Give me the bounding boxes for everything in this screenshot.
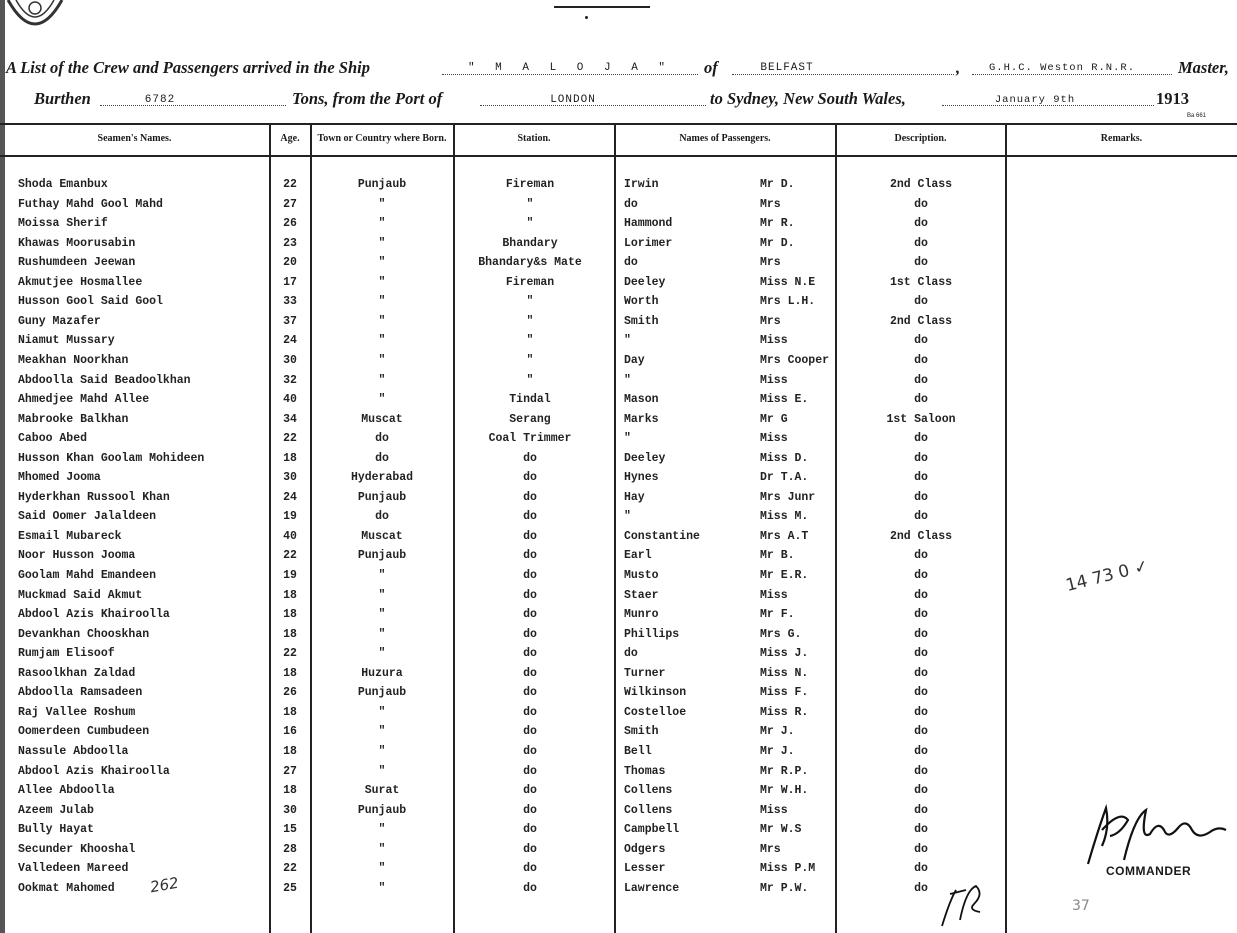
passenger-class: do	[914, 549, 928, 562]
seaman-station: Serang	[509, 413, 551, 426]
passenger-title: Miss R.	[760, 706, 809, 719]
page-number: 37	[1072, 898, 1090, 914]
seaman-age: 27	[283, 198, 297, 211]
burthen-value: 6782	[144, 94, 176, 106]
passenger-surname: Lorimer	[624, 237, 673, 250]
seaman-station: do	[523, 647, 537, 660]
passenger-class: do	[914, 843, 928, 856]
commander-label: COMMANDER	[1106, 864, 1192, 878]
passenger-title: Mr G	[760, 413, 788, 426]
seaman-age: 37	[283, 315, 297, 328]
seaman-age: 30	[283, 471, 297, 484]
passenger-surname: Lesser	[624, 862, 666, 875]
passenger-class: do	[914, 725, 928, 738]
margin-number: 262	[148, 873, 180, 897]
passenger-surname: Hynes	[624, 471, 659, 484]
passenger-title: Miss N.E	[760, 276, 816, 289]
passenger-title: Miss	[760, 334, 788, 347]
passenger-surname: Thomas	[624, 765, 666, 778]
master-name: G.H.C. Weston R.N.R.	[988, 62, 1136, 74]
passenger-surname: Earl	[624, 549, 652, 562]
seaman-birthplace: Punjaub	[357, 804, 407, 817]
passenger-surname: do	[624, 647, 638, 660]
passenger-title: Mr E.R.	[760, 569, 809, 582]
passenger-surname: Hammond	[624, 217, 673, 230]
col-header-description: Description.	[894, 133, 947, 144]
passenger-title: Mrs Cooper	[760, 354, 830, 367]
passenger-title: Mr W.S	[760, 823, 802, 836]
seaman-name: Esmail Mubareck	[18, 530, 122, 543]
col-header-age: Age.	[280, 133, 300, 144]
seaman-birthplace: "	[378, 217, 386, 230]
arrival-date: January 9th	[994, 94, 1076, 106]
seaman-age: 33	[283, 295, 297, 308]
seaman-age: 24	[283, 334, 297, 347]
seaman-station: do	[523, 804, 537, 817]
passenger-title: Mrs	[760, 256, 781, 269]
passenger-title: Miss	[760, 432, 788, 445]
seaman-name: Niamut Mussary	[18, 334, 115, 347]
master-label: Master,	[1178, 58, 1229, 77]
form-code: Ba 661	[1187, 113, 1207, 119]
passenger-class: do	[914, 823, 928, 836]
passenger-title: Mr J.	[760, 745, 795, 758]
passenger-surname: Collens	[624, 784, 673, 797]
seaman-birthplace: Punjaub	[357, 178, 407, 191]
passenger-title: Miss	[760, 804, 788, 817]
passenger-class: do	[914, 862, 928, 875]
seaman-age: 22	[283, 647, 297, 660]
passenger-class: do	[914, 491, 928, 504]
tons-from-port-label: Tons, from the Port of	[292, 89, 443, 108]
passenger-surname: Turner	[624, 667, 666, 680]
passenger-class: 2nd Class	[889, 315, 953, 328]
passenger-title: Mrs A.T	[760, 530, 809, 543]
passenger-title: Miss J.	[760, 647, 809, 660]
seaman-age: 20	[283, 256, 297, 269]
seaman-station: do	[523, 882, 537, 895]
passenger-title: Dr T.A.	[760, 471, 809, 484]
passenger-title: Miss P.M	[760, 862, 816, 875]
passenger-class: do	[914, 765, 928, 778]
passenger-title: Mr R.	[760, 217, 795, 230]
seaman-station: do	[523, 765, 537, 778]
seaman-birthplace: Huzura	[361, 667, 403, 680]
seaman-station: do	[523, 843, 537, 856]
passenger-title: Mrs	[760, 198, 781, 211]
passenger-surname: Hay	[624, 491, 645, 504]
passenger-class: do	[914, 804, 928, 817]
seaman-name: Ookmat Mahomed	[18, 882, 115, 895]
passenger-surname: "	[624, 510, 631, 523]
passenger-surname: do	[624, 198, 638, 211]
passenger-class: do	[914, 569, 928, 582]
passenger-class: do	[914, 217, 928, 230]
seaman-age: 22	[283, 432, 297, 445]
passenger-title: Miss	[760, 589, 788, 602]
seaman-station: do	[523, 784, 537, 797]
seaman-name: Allee Abdoolla	[18, 784, 115, 797]
seaman-station: do	[523, 686, 537, 699]
seaman-station: do	[523, 549, 537, 562]
seaman-station: "	[526, 334, 534, 347]
seaman-name: Valledeen Mareed	[18, 862, 129, 875]
passenger-surname: Collens	[624, 804, 673, 817]
handwritten-remark: 14 73 0 ✓	[1063, 556, 1151, 596]
seaman-station: Bhandary	[502, 237, 558, 250]
seaman-name: Husson Gool Said Gool	[18, 295, 163, 308]
passenger-surname: "	[624, 334, 631, 347]
seaman-age: 22	[283, 549, 297, 562]
seaman-station: do	[523, 491, 537, 504]
seaman-name: Rushumdeen Jeewan	[18, 256, 136, 269]
passenger-title: Mr R.P.	[760, 765, 809, 778]
seaman-birthplace: "	[378, 843, 386, 856]
seaman-age: 32	[283, 374, 297, 387]
seaman-name: Futhay Mahd Gool Mahd	[18, 198, 163, 211]
seaman-station: "	[526, 315, 534, 328]
seaman-name: Mabrooke Balkhan	[18, 413, 129, 426]
seaman-name: Devankhan Chooskhan	[18, 628, 150, 641]
seaman-age: 30	[283, 804, 297, 817]
passenger-surname: Constantine	[624, 530, 700, 543]
passenger-title: Mr W.H.	[760, 784, 809, 797]
passenger-class: do	[914, 589, 928, 602]
seaman-age: 40	[283, 393, 297, 406]
seaman-name: Guny Mazafer	[18, 315, 101, 328]
seaman-age: 19	[283, 510, 297, 523]
seaman-station: do	[523, 452, 537, 465]
seaman-age: 18	[283, 706, 297, 719]
seaman-age: 18	[283, 628, 297, 641]
seaman-name: Azeem Julab	[18, 804, 94, 817]
seaman-birthplace: "	[378, 725, 386, 738]
commander-signature	[1080, 800, 1230, 870]
seaman-station: "	[526, 354, 534, 367]
seaman-name: Shoda Emanbux	[18, 178, 108, 191]
seaman-age: 16	[283, 725, 297, 738]
passenger-title: Mr D.	[760, 237, 795, 250]
col-header-station: Station.	[517, 133, 551, 144]
seaman-name: Abdoolla Ramsadeen	[18, 686, 143, 699]
seaman-birthplace: do	[375, 432, 389, 445]
seaman-birthplace: Surat	[364, 784, 400, 797]
seaman-age: 34	[283, 413, 297, 426]
passenger-class: 1st Class	[889, 276, 953, 289]
passenger-surname: "	[624, 432, 631, 445]
registry-port-line	[732, 74, 954, 75]
seaman-birthplace: "	[378, 569, 386, 582]
seaman-birthplace: Punjaub	[357, 686, 407, 699]
passenger-surname: Smith	[624, 315, 659, 328]
seaman-birthplace: Muscat	[361, 413, 403, 426]
passenger-class: 2nd Class	[889, 530, 953, 543]
seaman-station: do	[523, 628, 537, 641]
seaman-age: 24	[283, 491, 297, 504]
passenger-class: do	[914, 452, 928, 465]
col-header-born: Town or Country where Born.	[317, 133, 447, 144]
handwritten-initials	[936, 880, 992, 930]
passenger-title: Miss E.	[760, 393, 809, 406]
passenger-surname: "	[624, 374, 631, 387]
passenger-title: Miss F.	[760, 686, 809, 699]
passenger-class: do	[914, 295, 928, 308]
seaman-name: Muckmad Said Akmut	[18, 589, 143, 602]
seaman-birthplace: "	[378, 295, 386, 308]
seaman-station: do	[523, 471, 537, 484]
seaman-birthplace: "	[378, 315, 386, 328]
port-of-registry: BELFAST	[760, 62, 814, 74]
seaman-name: Noor Husson Jooma	[18, 549, 136, 562]
seaman-birthplace: "	[378, 706, 386, 719]
seaman-age: 40	[283, 530, 297, 543]
seaman-name: Oomerdeen Cumbudeen	[18, 725, 150, 738]
passenger-class: do	[914, 510, 928, 523]
seaman-birthplace: "	[378, 198, 386, 211]
passenger-class: do	[914, 647, 928, 660]
of-label: of	[704, 58, 718, 77]
seaman-birthplace: "	[378, 823, 386, 836]
seaman-name: Rasoolkhan Zaldad	[18, 667, 136, 680]
passenger-title: Miss D.	[760, 452, 809, 465]
col-divider-5	[835, 123, 837, 933]
seaman-birthplace: Punjaub	[357, 491, 407, 504]
passenger-surname: Bell	[624, 745, 652, 758]
passenger-surname: Deeley	[624, 276, 666, 289]
seaman-birthplace: "	[378, 237, 386, 250]
seaman-station: do	[523, 706, 537, 719]
seaman-name: Abdoolla Said Beadoolkhan	[18, 374, 191, 387]
seaman-birthplace: "	[378, 608, 386, 621]
passenger-title: Miss M.	[760, 510, 809, 523]
passenger-surname: Campbell	[624, 823, 680, 836]
passenger-title: Mrs G.	[760, 628, 802, 641]
seaman-age: 27	[283, 765, 297, 778]
passenger-class: do	[914, 432, 928, 445]
passenger-title: Miss N.	[760, 667, 809, 680]
burthen-label: Burthen	[34, 89, 91, 108]
passenger-surname: Deeley	[624, 452, 666, 465]
seaman-station: do	[523, 589, 537, 602]
seaman-station: "	[526, 217, 534, 230]
seaman-birthplace: Punjaub	[357, 549, 407, 562]
seaman-birthplace: do	[375, 510, 389, 523]
seaman-birthplace: "	[378, 647, 386, 660]
col-header-passengers: Names of Passengers.	[679, 133, 771, 144]
seaman-age: 17	[283, 276, 297, 289]
seaman-age: 26	[283, 217, 297, 230]
passenger-class: do	[914, 237, 928, 250]
seaman-station: do	[523, 510, 537, 523]
seaman-station: do	[523, 725, 537, 738]
seaman-name: Hyderkhan Russool Khan	[18, 491, 170, 504]
passenger-class: 2nd Class	[889, 178, 953, 191]
ship-name-line	[442, 74, 698, 75]
passenger-surname: do	[624, 256, 638, 269]
seaman-station: Coal Trimmer	[488, 432, 572, 445]
seaman-name: Akmutjee Hosmallee	[18, 276, 143, 289]
passenger-surname: Wilkinson	[624, 686, 687, 699]
passenger-title: Mr D.	[760, 178, 795, 191]
destination-label: to Sydney, New South Wales,	[710, 89, 906, 108]
seaman-station: do	[523, 608, 537, 621]
seaman-name: Meakhan Noorkhan	[18, 354, 129, 367]
passenger-class: do	[914, 471, 928, 484]
seaman-birthplace: "	[378, 882, 386, 895]
passenger-title: Miss	[760, 374, 788, 387]
passenger-class: do	[914, 667, 928, 680]
passenger-class: do	[914, 706, 928, 719]
header-dot	[585, 16, 588, 19]
seaman-station: "	[526, 295, 534, 308]
passenger-surname: Musto	[624, 569, 659, 582]
col-header-seamen: Seamen's Names.	[97, 133, 172, 144]
seaman-name: Abdool Azis Khairoolla	[18, 608, 170, 621]
seaman-age: 18	[283, 667, 297, 680]
seaman-age: 18	[283, 784, 297, 797]
seaman-age: 19	[283, 569, 297, 582]
seaman-birthplace: "	[378, 628, 386, 641]
seaman-birthplace: "	[378, 589, 386, 602]
passenger-class: do	[914, 608, 928, 621]
passenger-class: do	[914, 882, 928, 895]
passenger-title: Mr P.W.	[760, 882, 809, 895]
seaman-age: 26	[283, 686, 297, 699]
passenger-surname: Staer	[624, 589, 659, 602]
seaman-name: Secunder Khooshal	[18, 843, 136, 856]
passenger-class: do	[914, 393, 928, 406]
seaman-age: 18	[283, 452, 297, 465]
passenger-class: do	[914, 628, 928, 641]
seaman-name: Goolam Mahd Emandeen	[18, 569, 157, 582]
seaman-birthplace: "	[378, 393, 386, 406]
passenger-surname: Worth	[624, 295, 659, 308]
table-header-rule	[0, 155, 1237, 157]
seaman-name: Moissa Sherif	[18, 217, 108, 230]
header-title-prefix: A List of the Crew and Passengers arrived in the Ship	[6, 58, 370, 77]
passenger-surname: Odgers	[624, 843, 666, 856]
passenger-title: Mr F.	[760, 608, 795, 621]
passenger-class: 1st Saloon	[886, 413, 956, 426]
seaman-station: Bhandary&s Mate	[478, 256, 582, 269]
seaman-station: do	[523, 823, 537, 836]
official-seal-stamp	[4, 0, 66, 40]
seaman-name: Mhomed Jooma	[18, 471, 101, 484]
passenger-class: do	[914, 745, 928, 758]
header-top-rule	[554, 6, 650, 8]
seaman-name: Caboo Abed	[18, 432, 88, 445]
seaman-birthplace: "	[378, 765, 386, 778]
seaman-age: 23	[283, 237, 297, 250]
seaman-station: "	[526, 198, 534, 211]
passenger-surname: Irwin	[624, 178, 659, 191]
passenger-class: do	[914, 354, 928, 367]
passenger-title: Mr B.	[760, 549, 795, 562]
seaman-birthplace: "	[378, 334, 386, 347]
port-from: LONDON	[550, 94, 596, 106]
seaman-birthplace: "	[378, 354, 386, 367]
passenger-class: do	[914, 374, 928, 387]
seaman-station: "	[526, 374, 534, 387]
seaman-name: Said Oomer Jalaldeen	[18, 510, 157, 523]
passenger-class: do	[914, 256, 928, 269]
seaman-name: Abdool Azis Khairoolla	[18, 765, 170, 778]
comma-separator: ,	[956, 58, 961, 77]
passenger-surname: Smith	[624, 725, 659, 738]
seaman-birthplace: "	[378, 862, 386, 875]
seaman-age: 25	[283, 882, 297, 895]
seaman-station: Tindal	[509, 393, 551, 406]
passenger-title: Mr J.	[760, 725, 795, 738]
seaman-station: do	[523, 862, 537, 875]
seaman-age: 22	[283, 178, 297, 191]
seaman-birthplace: Muscat	[361, 530, 403, 543]
seaman-name: Raj Vallee Roshum	[18, 706, 136, 719]
col-divider-6	[1005, 123, 1007, 933]
seaman-birthplace: "	[378, 256, 386, 269]
passenger-title: Mrs L.H.	[760, 295, 816, 308]
seaman-station: Fireman	[505, 276, 555, 289]
passenger-class: do	[914, 686, 928, 699]
passenger-surname: Munro	[624, 608, 659, 621]
seaman-age: 18	[283, 608, 297, 621]
seaman-age: 18	[283, 589, 297, 602]
arrival-year: 1913	[1156, 89, 1189, 108]
seaman-name: Nassule Abdoolla	[18, 745, 129, 758]
passenger-surname: Mason	[624, 393, 659, 406]
seaman-station: do	[523, 667, 537, 680]
table-top-rule	[0, 123, 1237, 125]
seaman-station: Fireman	[505, 178, 555, 191]
passenger-class: do	[914, 198, 928, 211]
seaman-name: Rumjam Elisoof	[18, 647, 115, 660]
col-divider-4	[614, 123, 616, 933]
seaman-age: 15	[283, 823, 297, 836]
seaman-name: Ahmedjee Mahd Allee	[18, 393, 150, 406]
passenger-surname: Lawrence	[624, 882, 680, 895]
passenger-title: Mrs	[760, 843, 781, 856]
seaman-station: do	[523, 745, 537, 758]
ship-name: " M A L O J A "	[467, 62, 673, 74]
seaman-birthplace: "	[378, 374, 386, 387]
seaman-age: 28	[283, 843, 297, 856]
seaman-birthplace: "	[378, 745, 386, 758]
seaman-station: do	[523, 569, 537, 582]
master-name-line	[972, 74, 1172, 75]
passenger-surname: Day	[624, 354, 645, 367]
passenger-title: Mrs Junr	[760, 491, 816, 504]
seaman-name: Husson Khan Goolam Mohideen	[18, 452, 205, 465]
col-header-remarks: Remarks.	[1100, 133, 1143, 144]
seaman-age: 18	[283, 745, 297, 758]
seaman-name: Bully Hayat	[18, 823, 94, 836]
seaman-name: Khawas Moorusabin	[18, 237, 136, 250]
passenger-surname: Marks	[624, 413, 659, 426]
seaman-age: 22	[283, 862, 297, 875]
passenger-surname: Costelloe	[624, 706, 687, 719]
passenger-surname: Phillips	[624, 628, 680, 641]
seaman-age: 30	[283, 354, 297, 367]
seaman-birthplace: Hyderabad	[350, 471, 414, 484]
seaman-birthplace: do	[375, 452, 389, 465]
seaman-station: do	[523, 530, 537, 543]
seaman-birthplace: "	[378, 276, 386, 289]
passenger-class: do	[914, 784, 928, 797]
passenger-title: Mrs	[760, 315, 781, 328]
passenger-class: do	[914, 334, 928, 347]
